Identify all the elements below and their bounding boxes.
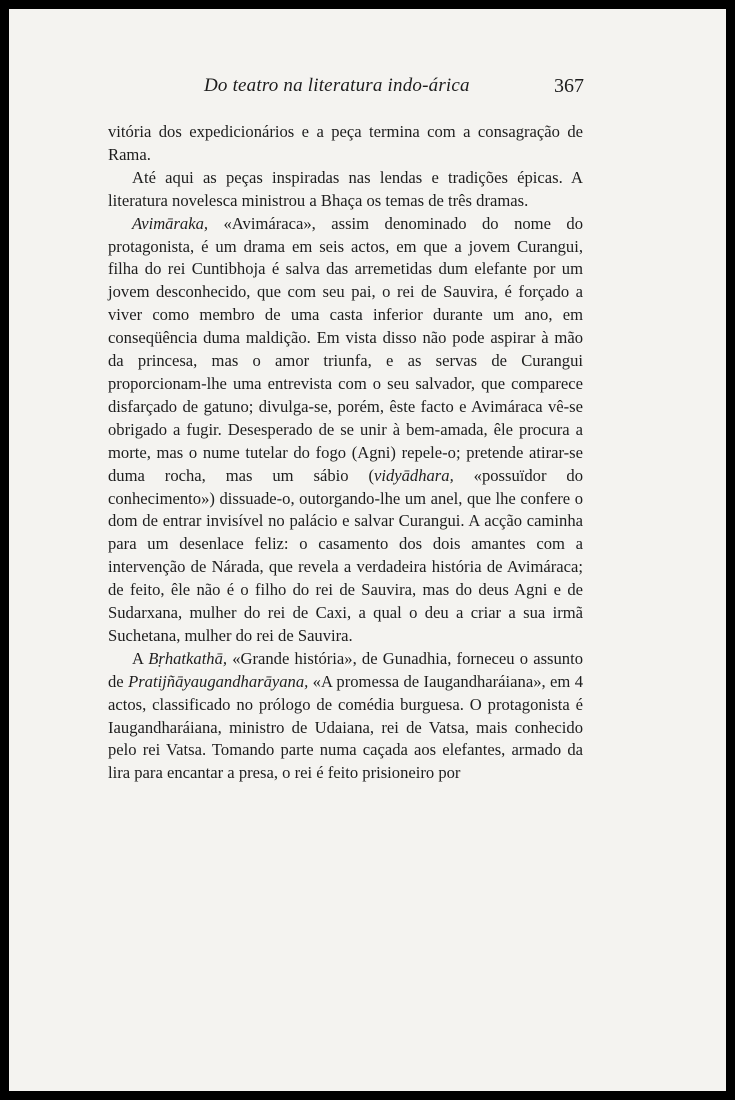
- text-run: «possuïdor do conhecimento») dissuade-o, outorgando-lhe um anel, que lhe confere o dom de entrar invisível no palácio e salvar Curangui. A acção caminha para um desenlace feliz: o casamento dos dois amantes com a intervenção de Nárada, que revela a verdadeira história de Avimáraca; de feito, êle não é o filho do rei de Sauvira, mas do deus Agni e de Sudarxana, mulher do rei de Caxi, a qual o deu a criar a sua irmã Suchetana, mulher do rei de Sauvira.: [108, 465, 583, 645]
- text-run: A: [132, 648, 149, 668]
- italic-term: vidyādhara,: [373, 465, 454, 485]
- paragraph: [108, 648, 583, 785]
- paragraph: [108, 213, 583, 648]
- text-run: Até aqui as peças inspiradas nas lendas e tradições épicas. A literatura novelesca ministrou a Bhaça os temas de três dramas.: [108, 167, 583, 210]
- paragraph: [108, 121, 583, 167]
- page-number: 367: [554, 75, 584, 97]
- text-run: «Avimáraca», assim denominado do nome do protagonista, é um drama em seis actos, em que a jovem Curangui, filha do rei Cuntibhoja é salva das arremetidas dum elefante por um jovem desconhecido, que com seu pai, o rei de Sauvira, é forçado a viver como membro de uma casta inferior durante um ano, em conseqüência duma maldição. Em vista disso não pode aspirar à mão da princesa, mas o amor triunfa, e as servas de Curangui proporcionam-lhe uma entrevista com o seu salvador, que comparece disfarçado de gatuno; divulga-se, porém, êste facto e Avimáraca vê-se obrigado a fugir. Desesperado de se unir à bem-amada, êle procura a morte, mas o nume tutelar do fogo (Agni) repele-o; pretende atirar-se duma rocha, mas um sábio (: [108, 213, 583, 485]
- running-header: [9, 75, 726, 105]
- book-page: [9, 9, 726, 1091]
- italic-title: Pratijñāyaugandharāyana,: [128, 671, 309, 691]
- italic-title: Bṛhatkathā,: [148, 648, 228, 668]
- italic-title: Avimāraka,: [132, 213, 209, 233]
- text-run: «Grande história», de Gunadhia, forneceu o assunto de: [108, 648, 583, 691]
- text-run: «A promessa de Iaugandharáiana», em 4 actos, classificado no prólogo de comédia burguesa. O protagonista é Iaugandharáiana, ministro de Udaiana, rei de Vatsa, mais conhecido pelo rei Vatsa. Tomando parte numa caçada aos elefantes, armado da lira para encantar a presa, o rei é feito prisioneiro por: [108, 671, 583, 783]
- text-run: vitória dos expedicionários e a peça termina com a consagração de Rama.: [108, 122, 583, 164]
- body-text: [108, 121, 583, 785]
- paragraph: [108, 167, 583, 213]
- running-title: Do teatro na literatura indo-árica: [204, 75, 470, 96]
